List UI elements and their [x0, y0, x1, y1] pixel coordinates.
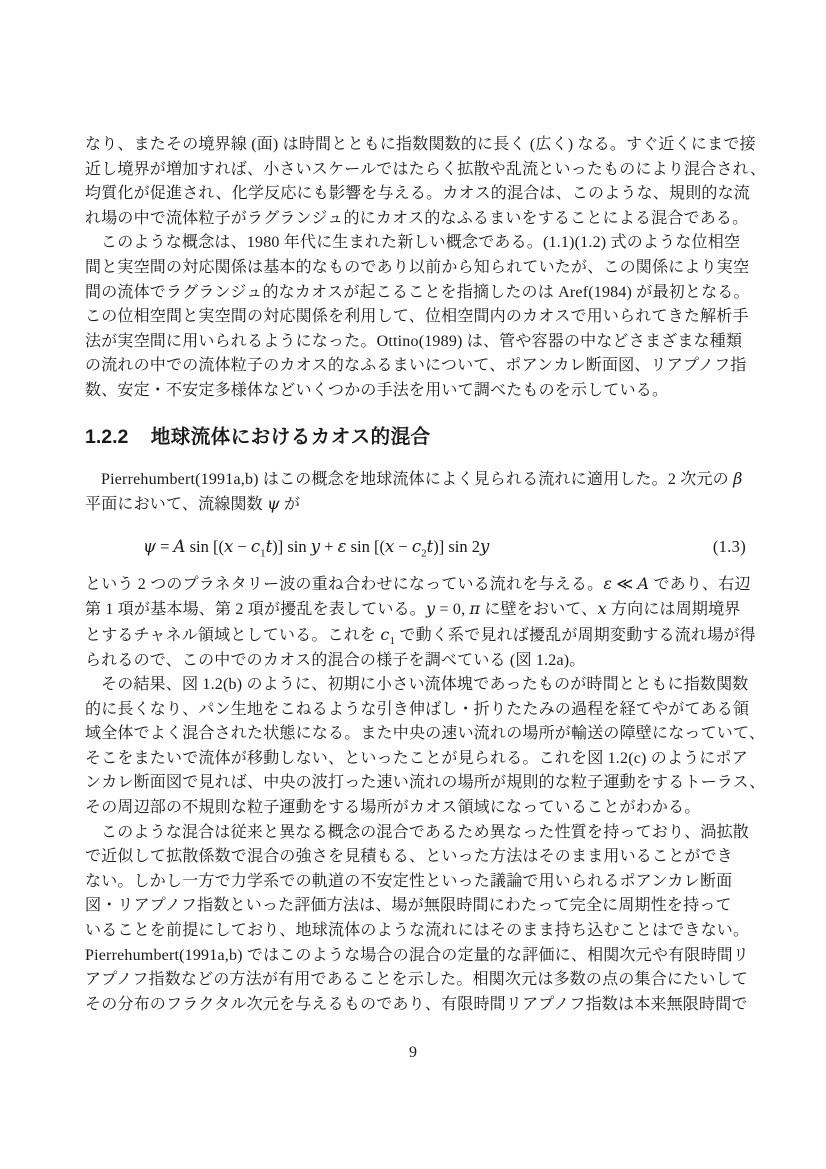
text-line: 平面において、流線関数 ψ が	[85, 494, 301, 514]
text-line: 的に長くなり、パン生地をこねるような引き伸ばし・折りたたみの過程を経てやがてある領	[85, 700, 750, 718]
math-symbol: t	[426, 536, 434, 556]
text-line: ンカレ断面図で見れば、中央の波打った速い流れの場所が規則的な粒子運動をするトーラス、	[85, 774, 766, 792]
math-symbol: π	[469, 599, 481, 619]
paragraph	[85, 133, 767, 231]
paragraph	[85, 231, 750, 403]
text-line: 法が実空間に用いられるようになった。Ottino(1989) は、管や容器の中などさまざまな種類	[85, 332, 743, 350]
math-symbol: t	[265, 536, 273, 556]
math-symbol: ε	[337, 536, 347, 556]
math-symbol: ε	[603, 573, 613, 593]
math-symbol: x	[597, 599, 607, 619]
paragraph	[85, 572, 756, 673]
text-line: で近似して拡散係数で混合の強さを見積もる、といった方法はそのまま用いることができ	[85, 848, 734, 866]
math-symbol: ψ	[267, 494, 280, 514]
text-line: Pierrehumbert(1991a,b) はこの概念を地球流体によく見られる流れに適用した。2 次元の β	[101, 468, 743, 488]
math-symbol: A	[637, 573, 650, 593]
math-symbol: x	[223, 536, 234, 556]
text-line: 図・リアプノフ指数といった評価方法は、場が無限時間にわたって完全に周期性を持って	[85, 897, 732, 915]
paragraph	[85, 467, 746, 518]
text-line: このような混合は従来と異なる概念の混合であるため異なった性質を持っており、渦拡散	[101, 823, 750, 841]
text-line: その結果、図 1.2(b) のように、初期に小さい流体塊であったものが時間とともに指数関数	[101, 676, 749, 694]
text-line: 均質化が促進され、化学反応にも影響を与える。カオス的混合は、このような、規則的な流	[85, 185, 751, 203]
equation	[85, 535, 746, 559]
math-symbol: A	[173, 536, 186, 556]
text-line: Pierrehumbert(1991a,b) ではこのような場合の混合の定量的な評価に、相関次元や有限時間リ	[85, 946, 750, 964]
section-title: 地球流体におけるカオス的混合	[150, 425, 431, 448]
text-line: ない。しかし一方で力学系での軌道の不安定性といった議論で用いられるポアンカレ断面	[85, 872, 733, 890]
text-line: られるので、この中でのカオス的混合の様子を調べている (図 1.2a)。	[85, 651, 586, 669]
equation-number: (1.3)	[712, 536, 746, 556]
math-symbol: x	[384, 536, 395, 556]
text-line: という 2 つのプラネタリー波の重ね合わせになっている流れを与える。ε ≪ A であり、右辺	[85, 573, 751, 593]
math-subscript: 1	[260, 547, 266, 560]
math-symbol: y	[426, 599, 436, 619]
text-line: 域全体でよく混合された状態になる。また中央の速い流れの場所が輸送の障壁になっていて、	[85, 725, 766, 743]
paragraph	[85, 821, 750, 1018]
text-line: 間と実空間の対応関係は基本的なものであり以前から知られていたが、この関係により実空	[85, 258, 750, 276]
section-number: 1.2.2	[85, 425, 129, 448]
text-line: 間の流体でラグランジュ的なカオスが起こることを指摘したのは Aref(1984) が最初となる。	[85, 283, 750, 301]
text-line: この位相空間と実空間の対応関係を利用して、位相空間内のカオスで用いられてきた解析手	[85, 308, 749, 326]
text-line: このような概念は、1980 年代に生まれた新しい概念である。(1.1)(1.2) 式のような位相空	[101, 234, 741, 252]
math-subscript: 2	[421, 547, 427, 560]
math-symbol: ψ	[143, 536, 156, 556]
math-symbol: c	[380, 624, 390, 644]
equation-body: ψ = A $\sin [(x - c_1t)]$ sin y + ε $\sin [(x - c_2t)]$ sin 2y	[143, 536, 490, 560]
text-line: いることを前提にしており、地球流体のような流れにはそのまま持ち込むことはできない。	[85, 922, 750, 940]
math-symbol: c	[250, 536, 261, 556]
text-line: れ場の中で流体粒子がラグランジュ的にカオス的なふるまいをすることによる混合である。	[85, 209, 749, 227]
math-subscript: 1	[389, 635, 396, 648]
page-number: 9	[409, 1044, 417, 1061]
text-line: 数、安定・不安定多様体などいくつかの手法を用いて調べたものを示している。	[85, 381, 669, 399]
math-symbol: y	[310, 536, 321, 556]
math-symbol: β	[733, 468, 743, 488]
section-heading	[85, 425, 746, 449]
math-symbol: c	[411, 536, 422, 556]
text-line: そこをまたいで流体が移動しない、といったことが見られる。これを図 1.2(c) のようにポア	[85, 749, 748, 767]
text-line: その分布のフラクタル次元を与えるものであり、有限時間リアプノフ指数は本来無限時間で	[85, 995, 748, 1013]
text-line: 近し境界が増加すれば、小さいスケールではたらく拡散や乱流といったものにより混合され、	[85, 160, 767, 178]
math-symbol: y	[479, 536, 490, 556]
paragraph	[85, 673, 766, 821]
text-line: の流れの中での流体粒子のカオス的なふるまいについて、ポアンカレ断面図、リアプノフ指	[85, 357, 747, 375]
text-line: アプノフ指数などの方法が有用であることを示した。相関次元は多数の点の集合にたいして	[85, 971, 748, 989]
text-line: 第 1 項が基本場、第 2 項が擾乱を表している。y = 0, π に壁をおいて、x 方向には周期境界	[85, 599, 741, 619]
text-line: なり、またその境界線 (面) は時間とともに指数関数的に長く (広く) なる。すぐ近くにまで接	[85, 136, 756, 153]
page-body	[85, 133, 767, 1017]
text-line: とするチャネル領域としている。これを $c_1$ で動く系で見れば擾乱が周期変動する流れ場が得	[85, 624, 756, 648]
text-line: その周辺部の不規則な粒子運動をする場所がカオス領域になっていることがわかる。	[85, 799, 701, 817]
